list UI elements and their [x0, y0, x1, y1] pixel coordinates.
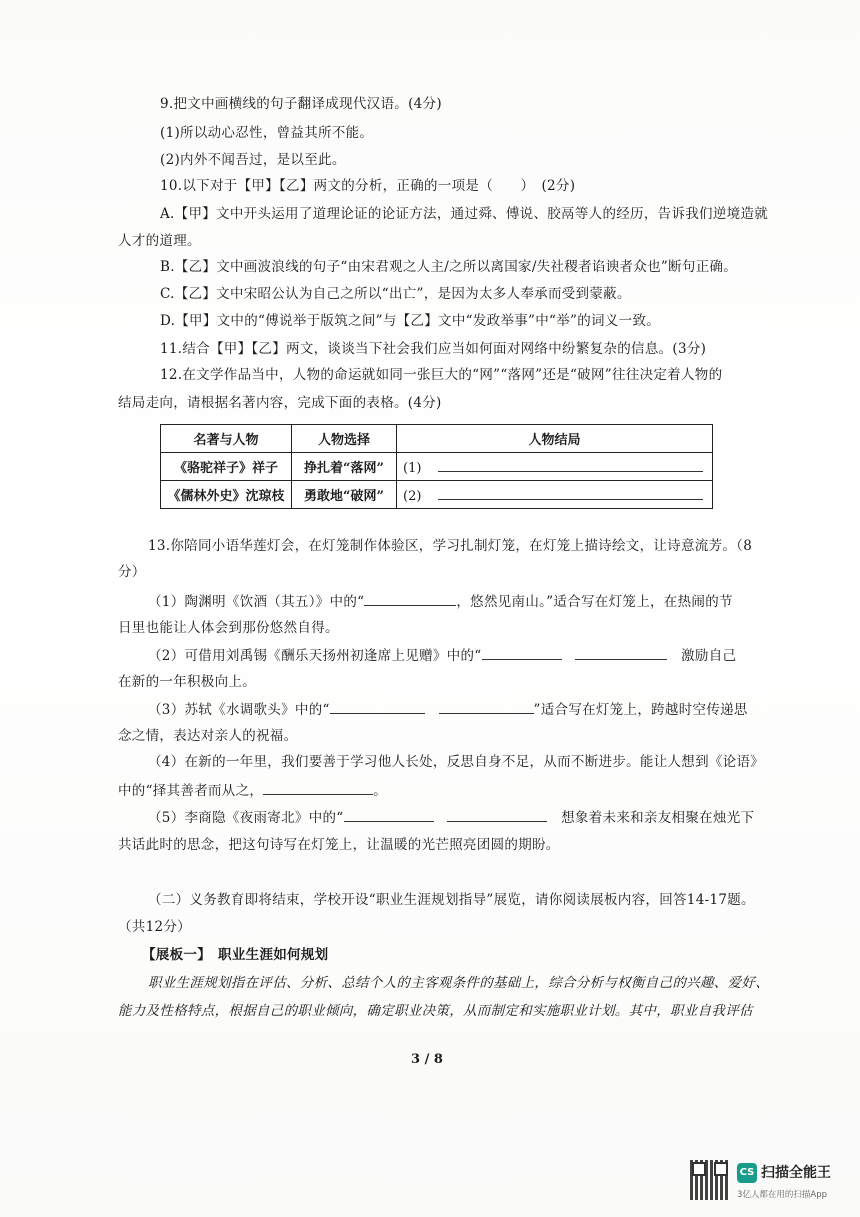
- q13-item-2: （2）可借用刘禹锡《酬乐天扬州初逢席上见赠》中的“ 激励自己: [148, 648, 737, 664]
- answer-blank[interactable]: [364, 592, 456, 606]
- q10-option-a: A.【甲】文中开头运用了道理论证的论证方法，通过舜、傅说、胶鬲等人的经历，告诉我们逆境造就: [160, 206, 769, 222]
- table-cell-work: 《儒林外史》沈琼枝: [161, 481, 292, 509]
- answer-blank[interactable]: [575, 646, 667, 660]
- q13-item-2-cont: 在新的一年积极向上。: [118, 674, 256, 690]
- q10-option-a-cont: 人才的道理。: [118, 233, 201, 249]
- result-label: (1): [403, 460, 422, 476]
- table-header-row: [161, 425, 713, 453]
- table-header: 名著与人物: [161, 425, 292, 453]
- q13-item-5-cont: 共话此时的思念，把这句诗写在灯笼上，让温暖的光芒照亮团圆的期盼。: [118, 837, 560, 853]
- q13-item-3-cont: 念之情，表达对亲人的祝福。: [118, 728, 298, 744]
- scanner-brand-name: 扫描全能王: [761, 1165, 831, 1181]
- qr-code-icon: [690, 1160, 730, 1200]
- q9-stem: 9.把文中画横线的句子翻译成现代汉语。(4分): [160, 96, 442, 112]
- q13-line-1: 13.你陪同小语华莲灯会，在灯笼制作体验区，学习扎制灯笼，在灯笼上描诗绘文，让诗意流芳。（8: [148, 538, 753, 554]
- table-cell-result[interactable]: [397, 481, 713, 509]
- q10-option-d: D.【甲】文中的“傅说举于版筑之间”与【乙】文中“发政举事”中“举”的词义一致。: [160, 313, 661, 329]
- table-header: 人物结局: [397, 425, 713, 453]
- answer-blank[interactable]: [438, 486, 703, 500]
- q10-stem: 10.以下对于【甲】【乙】两文的分析，正确的一项是（ ） (2分): [160, 178, 576, 194]
- answer-blank[interactable]: [330, 700, 425, 714]
- answer-blank[interactable]: [344, 808, 434, 822]
- table-cell-choice: 勇敢地“破网”: [292, 481, 397, 509]
- q10-option-b: B.【乙】文中画波浪线的句子“由宋君观之人主/之所以离国家/失社稷者谄谀者众也”断句正确。: [160, 259, 738, 275]
- answer-blank[interactable]: [447, 808, 547, 822]
- q13-item-4: （4）在新的一年里，我们要善于学习他人长处，反思自身不足，从而不断进步。能让人想到《论语》: [148, 754, 765, 770]
- page-number: 3 / 8: [411, 1052, 443, 1067]
- table-cell-result[interactable]: [397, 453, 713, 481]
- q13-item-3: （3）苏轼《水调歌头》中的“ ”适合写在灯笼上，跨越时空传递思: [148, 702, 748, 718]
- board-one-paragraph-2: 能力及性格特点，根据自己的职业倾向，确定职业决策，从而制定和实施职业计划。其中，职业自我评估: [118, 1003, 753, 1019]
- answer-blank[interactable]: [438, 458, 703, 472]
- section2-score: （共12分）: [118, 919, 191, 935]
- novel-characters-table: [160, 424, 713, 509]
- q9-sentence-1: (1)所以动心忍性，曾益其所不能。: [160, 125, 374, 141]
- q13-item-1-cont: 日里也能让人体会到那份悠然自得。: [118, 620, 339, 636]
- board-one-title: 【展板一】 职业生涯如何规划: [142, 947, 329, 963]
- q12-line-1: 12.在文学作品当中，人物的命运就如同一张巨大的“网”“落网”还是“破网”往往决定着人物的: [160, 367, 723, 383]
- q13-item-5: （5）李商隐《夜雨寄北》中的“ 想象着未来和亲友相聚在烛光下: [148, 810, 755, 826]
- q10-option-c: C.【乙】文中宋昭公认为自己之所以“出亡”，是因为太多人奉承而受到蒙蔽。: [160, 286, 631, 302]
- q12-line-2: 结局走向，请根据名著内容，完成下面的表格。(4分): [118, 395, 442, 411]
- result-label: (2): [403, 488, 422, 504]
- table-cell-choice: 挣扎着“落网”: [292, 453, 397, 481]
- answer-blank[interactable]: [263, 781, 373, 795]
- q11-stem: 11.结合【甲】【乙】两文，谈谈当下社会我们应当如何面对网络中纷繁复杂的信息。(3分): [160, 341, 707, 357]
- table-row: [161, 481, 713, 509]
- table-row: [161, 453, 713, 481]
- answer-blank[interactable]: [439, 700, 534, 714]
- scanner-watermark: [690, 1160, 850, 1208]
- q9-sentence-2: (2)内外不闻吾过，是以至此。: [160, 152, 346, 168]
- section2-intro: （二）义务教育即将结束，学校开设“职业生涯规划指导”展览，请你阅读展板内容，回答14-17题。: [148, 892, 755, 908]
- q13-item-4-cont: 中的“择其善者而从之， 。: [118, 783, 388, 799]
- answer-blank[interactable]: [482, 646, 562, 660]
- board-one-paragraph-1: 职业生涯规划指在评估、分析、总结个人的主客观条件的基础上，综合分析与权衡自己的兴趣、爱好、: [148, 975, 769, 991]
- scanner-tagline: 3亿人都在用的扫描App: [737, 1190, 828, 1200]
- q13-item-1: （1）陶渊明《饮酒（其五）》中的“ ，悠然见南山。”适合写在灯笼上，在热闹的节: [148, 594, 733, 610]
- camscanner-logo-icon: CS: [737, 1163, 757, 1183]
- table-cell-work: 《骆驼祥子》祥子: [161, 453, 292, 481]
- table-header: 人物选择: [292, 425, 397, 453]
- q13-line-2: 分）: [118, 564, 146, 580]
